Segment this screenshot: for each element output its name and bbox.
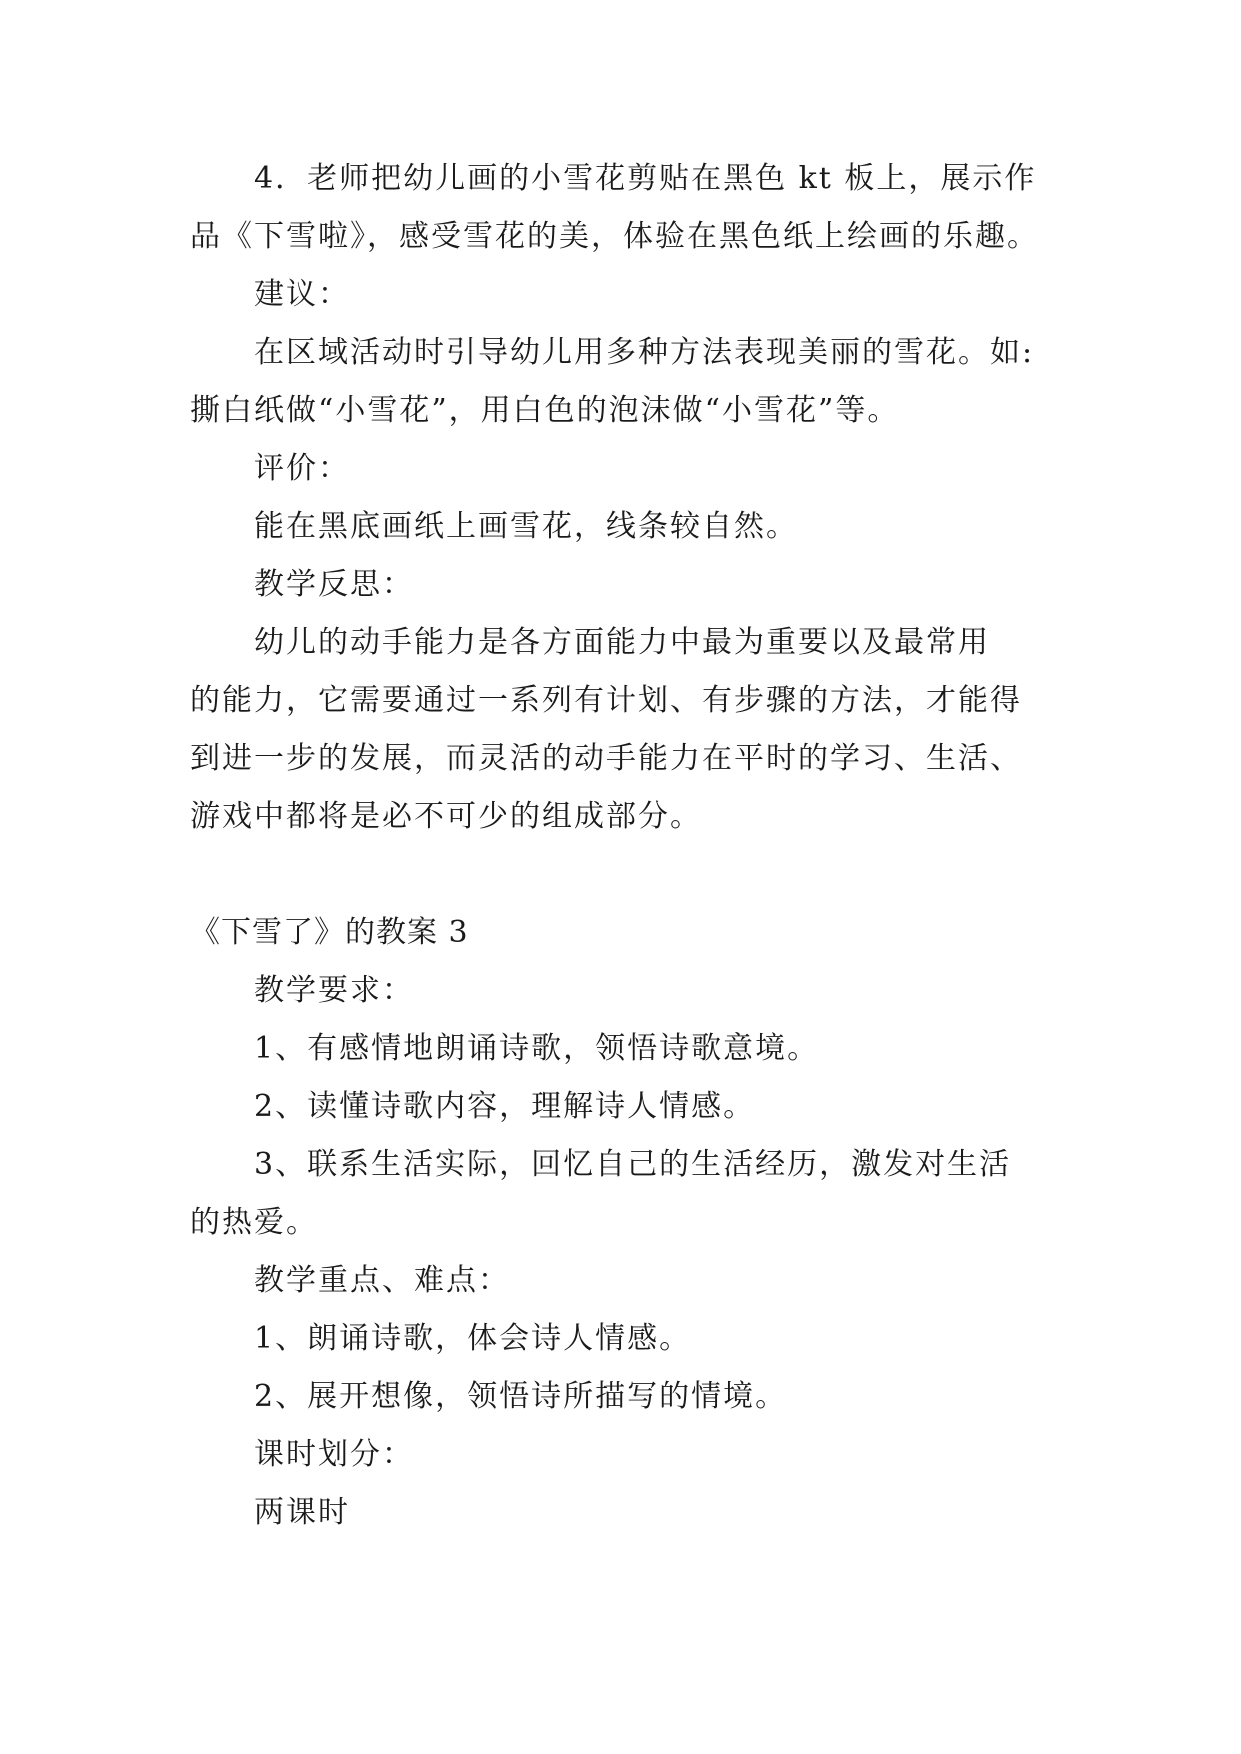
suggestion-paragraph xyxy=(190,324,1070,440)
requirement-item-3 xyxy=(190,1136,1070,1252)
paragraph-line: 游戏中都将是必不可少的组成部分。 xyxy=(190,799,702,834)
period-text: 两课时 xyxy=(254,1495,350,1530)
key-points-heading: 教学重点、难点： xyxy=(254,1263,510,1298)
step-4-paragraph xyxy=(190,150,1070,266)
reflection-paragraph xyxy=(190,614,1070,846)
paragraph-line: 到进一步的发展，而灵活的动手能力在平时的学习、生活、 xyxy=(190,741,1022,776)
document-body xyxy=(190,150,1070,1542)
paragraph-line: 的能力，它需要通过一系列有计划、有步骤的方法，才能得 xyxy=(190,683,1022,718)
section-spacer xyxy=(190,846,1070,904)
suggestion-heading: 建议： xyxy=(254,277,350,312)
paragraph-line: 4．老师把幼儿画的小雪花剪贴在黑色 kt 板上，展示作 xyxy=(254,161,1037,196)
requirement-item: 2、读懂诗歌内容，理解诗人情感。 xyxy=(254,1089,756,1124)
requirements-heading: 教学要求： xyxy=(254,973,414,1008)
paragraph-line: 3、联系生活实际，回忆自己的生活经历，激发对生活 xyxy=(254,1147,1012,1182)
evaluation-heading: 评价： xyxy=(254,451,350,486)
key-point-item: 2、展开想像，领悟诗所描写的情境。 xyxy=(254,1379,788,1414)
key-point-item: 1、朗诵诗歌，体会诗人情感。 xyxy=(254,1321,692,1356)
evaluation-text: 能在黑底画纸上画雪花，线条较自然。 xyxy=(254,509,798,544)
reflection-heading: 教学反思： xyxy=(254,567,414,602)
paragraph-line: 品《下雪啦》，感受雪花的美，体验在黑色纸上绘画的乐趣。 xyxy=(190,219,1039,254)
paragraph-line: 的热爱。 xyxy=(190,1205,318,1240)
paragraph-line: 幼儿的动手能力是各方面能力中最为重要以及最常用 xyxy=(254,625,990,660)
section-title: 《下雪了》的教案 3 xyxy=(190,915,469,950)
requirement-item: 1、有感情地朗诵诗歌，领悟诗歌意境。 xyxy=(254,1031,820,1066)
paragraph-line: 在区域活动时引导幼儿用多种方法表现美丽的雪花。如: xyxy=(254,335,1035,370)
period-heading: 课时划分： xyxy=(254,1437,414,1472)
paragraph-line: 撕白纸做“小雪花”，用白色的泡沫做“小雪花”等。 xyxy=(190,393,900,428)
